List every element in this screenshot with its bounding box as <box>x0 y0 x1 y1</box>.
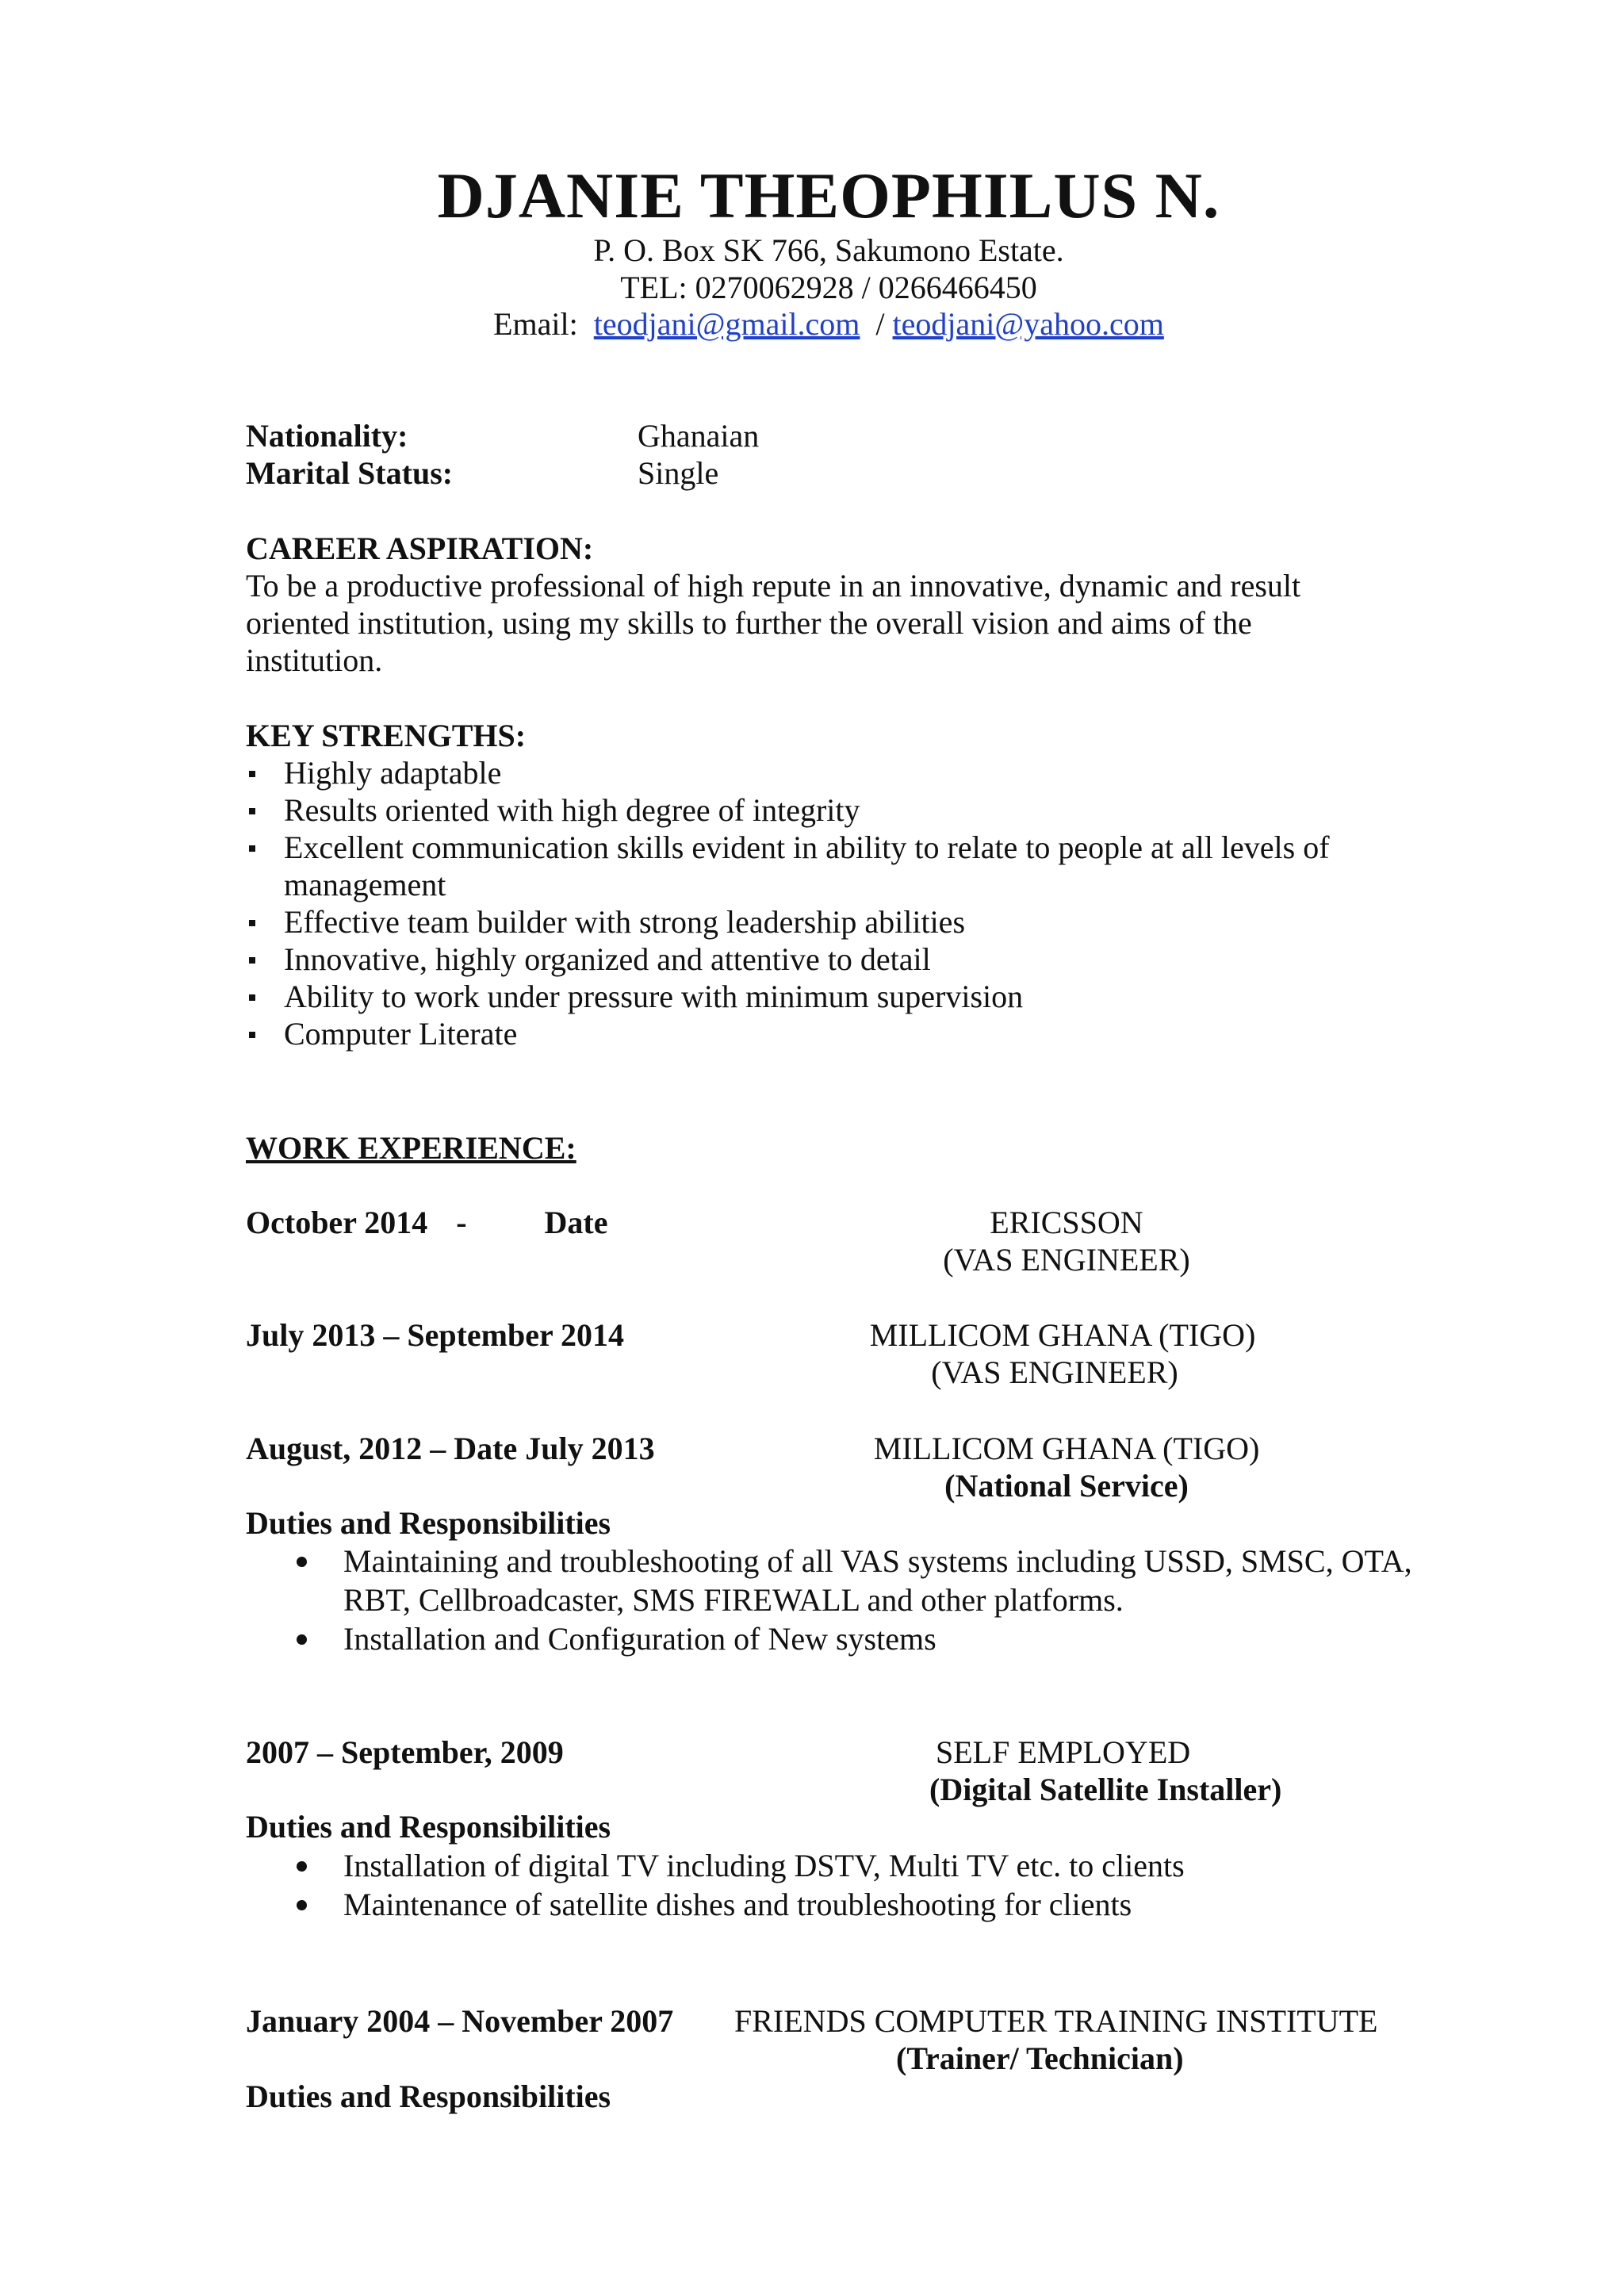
duties-list <box>293 1846 1419 1924</box>
duty-item: Installation and Configuration of New systems <box>293 1619 1419 1658</box>
job-period: July 2013 – September 2014 <box>246 1317 625 1353</box>
strength-item: Ability to work under pressure with minimum supervision <box>246 978 1419 1015</box>
strength-item: Computer Literate <box>246 1015 1419 1052</box>
job-role: (VAS ENGINEER) <box>931 1354 1178 1390</box>
job-period: January 2004 – November 2007 <box>246 2003 674 2039</box>
email-label: Email: <box>493 306 578 342</box>
duties-heading: Duties and Responsibilities <box>246 1505 611 1541</box>
candidate-name: DJANIE THEOPHILUS N. <box>437 159 1220 232</box>
duty-item: Installation of digital TV including DSTV, Multi TV etc. to clients <box>293 1846 1419 1885</box>
duties-list <box>293 1542 1419 1658</box>
job-role: (VAS ENGINEER) <box>943 1242 1190 1278</box>
email-link-yahoo[interactable]: teodjani@yahoo.com <box>892 306 1164 342</box>
job-company: SELF EMPLOYED <box>936 1734 1191 1770</box>
nationality-label: Nationality: <box>246 418 408 454</box>
marital-status-value: Single <box>638 455 719 491</box>
marital-status-label: Marital Status: <box>246 455 454 491</box>
job-period <box>246 1204 608 1241</box>
job-company: ERICSSON <box>990 1205 1143 1240</box>
job-company: MILLICOM GHANA (TIGO) <box>873 1431 1260 1466</box>
strength-item: Innovative, highly organized and attentive to detail <box>246 941 1419 978</box>
email-separator: / <box>875 306 885 342</box>
job-period-start: October 2014 <box>246 1205 428 1240</box>
key-strengths-list <box>246 754 1419 1052</box>
job-company: FRIENDS COMPUTER TRAINING INSTITUTE <box>734 2003 1378 2039</box>
duty-item: Maintaining and troubleshooting of all VAS systems including USSD, SMSC, OTA, RBT, Cellbroadcaster, SMS FIREWALL and other platforms. <box>293 1542 1419 1619</box>
email-link-gmail[interactable]: teodjani@gmail.com <box>593 306 860 342</box>
strength-item: Effective team builder with strong leadership abilities <box>246 903 1419 941</box>
job-period: 2007 – September, 2009 <box>246 1734 564 1770</box>
job-role: (Trainer/ Technician) <box>896 2040 1184 2076</box>
career-aspiration-text: To be a productive professional of high repute in an innovative, dynamic and result oriented institution, using my skills to further the overall vision and aims of the institution. <box>246 568 1301 678</box>
duties-heading: Duties and Responsibilities <box>246 2079 611 2114</box>
duties-heading: Duties and Responsibilities <box>246 1809 611 1845</box>
job-period: August, 2012 – Date July 2013 <box>246 1431 655 1466</box>
work-experience-heading: WORK EXPERIENCE: <box>246 1130 576 1166</box>
email-line <box>0 305 1624 343</box>
job-role: (National Service) <box>944 1468 1189 1504</box>
nationality-value: Ghanaian <box>638 418 760 454</box>
duty-item: Maintenance of satellite dishes and troubleshooting for clients <box>293 1885 1419 1924</box>
strength-item: Excellent communication skills evident in ability to relate to people at all levels of management <box>246 829 1419 903</box>
address-line: P. O. Box SK 766, Sakumono Estate. <box>593 232 1064 268</box>
phone-line: TEL: 0270062928 / 0266466450 <box>620 270 1037 305</box>
job-role: (Digital Satellite Installer) <box>929 1772 1282 1807</box>
job-period-end: Date <box>544 1205 608 1240</box>
career-aspiration-heading: CAREER ASPIRATION: <box>246 531 594 566</box>
job-company: MILLICOM GHANA (TIGO) <box>869 1317 1256 1353</box>
strength-item: Results oriented with high degree of integrity <box>246 791 1419 829</box>
strength-item: Highly adaptable <box>246 754 1419 791</box>
job-period-dash: - <box>456 1205 467 1240</box>
key-strengths-heading: KEY STRENGTHS: <box>246 718 527 753</box>
